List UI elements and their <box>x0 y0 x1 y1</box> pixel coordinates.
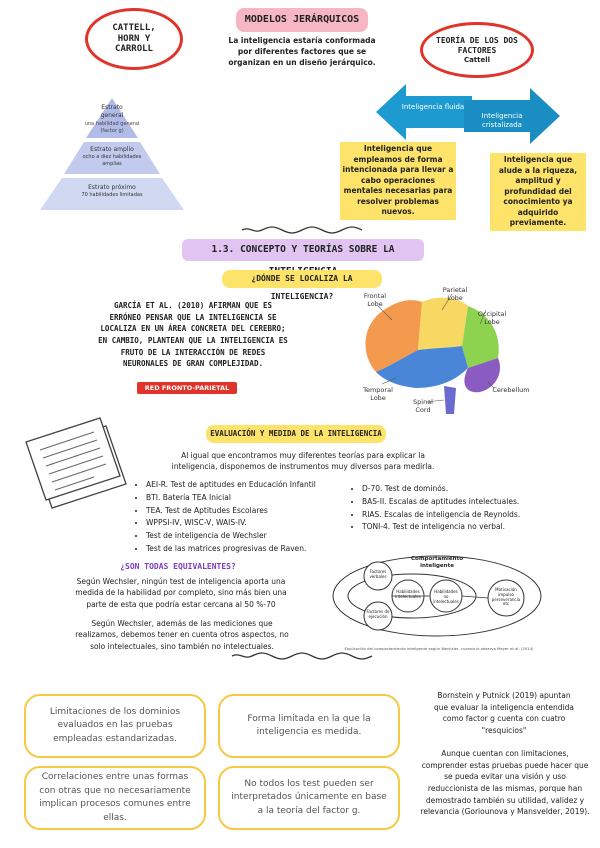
test-item: • RIAS. Escalas de inteligencia de Reynolds. <box>362 510 552 520</box>
wechsler-p1: Según Wechsler, ningún test de inteligencia aporta una medida de la habilidad por completo, sino más bien una parte de esta que podría estar cercana al 50 %-70 <box>75 577 287 609</box>
diagram-verbal: Factores verbales <box>369 569 387 579</box>
tests-list-left <box>134 480 346 557</box>
diagram-outer-label: Comportamiento inteligente <box>411 556 463 569</box>
brain-label-frontal: Frontal Lobe <box>363 292 387 309</box>
pyramid-level2-sub: ocho a diez habilidades amplias <box>82 154 142 168</box>
two-factor-author: Cattell <box>463 55 491 64</box>
where-question: ¿DÓNDE SE LOCALIZA LA INTELIGENCIA? <box>222 270 382 288</box>
diagram-caption: Explicación del comportamiento inteligente según Wechsler, cuando lo observa Meyer et al. (2014) <box>344 646 534 651</box>
brain-label-parietal: Parietal Lobe <box>442 286 468 303</box>
test-item: • Test de las matrices progresivas de Raven. <box>146 544 346 554</box>
cattell-label <box>85 8 183 70</box>
garcia-text: GARCÍA ET AL. (2010) AFIRMAN QUE ES ERRÓNEO PENSAR QUE LA INTELIGENCIA SE LOCALIZA EN UN ÁREA CONCRETA DEL CEREBRO; EN CAMBIO, PLANTEAN QUE LA INTELIGENCIA ES FRUTO DE LA INTERACCIÓN DE REDES NEURONALES DE GRAN COMPLEJIDAD. <box>98 301 288 369</box>
limit-card-1 <box>24 694 206 758</box>
bornstein-text: Bornstein y Putnick (2019) apuntan que evaluar la inteligencia entendida como factor g cuenta con cuatro "resquicios" <box>434 691 574 735</box>
arrow-left-shape <box>376 84 472 140</box>
documents-icon <box>14 414 138 510</box>
diagram-motivation: Motivación impulso perseverancia etc <box>491 587 521 607</box>
models-title: MODELOS JERÁRQUICOS <box>236 8 368 32</box>
limit-card-1-text: Limitaciones de los dominios evaluados en las pruebas empleadas estandarizadas. <box>49 706 181 744</box>
pyramid-level1-title: Estrato general <box>100 104 124 120</box>
test-item: • Test de inteligencia de Wechsler <box>146 531 346 541</box>
spinal-cord <box>444 386 456 414</box>
pyramid-level3-text <box>52 184 172 199</box>
brain-label-temporal: Temporal Lobe <box>363 386 393 403</box>
test-item: • BTI. Batería TEA Inicial <box>146 493 346 503</box>
test-item: • D-70. Test de dominós. <box>362 484 552 494</box>
limit-card-2 <box>218 694 400 758</box>
pyramid-level3-sub: 70 habilidades limitadas <box>81 192 143 199</box>
parietal-lobe <box>418 298 468 350</box>
diagram-intellectual: Habilidades intelectuales <box>395 589 421 599</box>
test-item: • TONI-4. Test de inteligencia no verbal. <box>362 522 552 532</box>
two-factor-title: TEORÍA DE LOS DOS FACTORES <box>436 36 518 55</box>
conclusion-text: Aunque cuentan con limitaciones, comprender estas pruebas puede hacer que se pueda evitar una visión y uso reduccionista de las mismas, porque han demostrado también su utilidad, validez y relevancia (Goriounova y Mansvelder, 2019). <box>420 749 590 817</box>
crystal-description: Inteligencia que alude a la riqueza, amplitud y profundidad del conocimiento ya adquirido previamente. <box>490 153 586 231</box>
double-arrow <box>372 80 564 148</box>
limit-card-4 <box>218 766 400 830</box>
brain-label-spinal: Spinal Cord <box>413 398 433 415</box>
limit-card-3-text: Correlaciones entre unas formas con otras que no necesariamente implican procesos comunes entre ellas. <box>39 772 191 823</box>
limit-card-3 <box>24 766 206 830</box>
diagram-nonintellectual: Habilidades no intelectuales <box>433 589 459 604</box>
two-factor-label <box>420 22 534 78</box>
diagram-execution: Factores de ejecución <box>366 609 390 619</box>
pyramid-level1-text <box>70 104 154 135</box>
brain-label-occipital: Occipital Lobe <box>477 310 507 327</box>
cattell-text: CATTELL, HORN Y CARROLL <box>112 22 156 55</box>
limit-card-2-text: Forma limitada en la que la inteligencia es medida. <box>247 713 371 737</box>
fluid-description: Inteligencia que empleamos de forma intencionada para llevar a cabo operaciones mentales necesarias para resolver problemas nuevos. <box>340 142 456 220</box>
pyramid-level3-title: Estrato próximo <box>88 184 136 191</box>
hierarchy-intro: La inteligencia estaría conformada por diferentes factores que se organizan en un diseño jerárquico. <box>228 36 376 67</box>
test-item: • BAS-II. Escalas de aptitudes intelectuales. <box>362 497 552 507</box>
wechsler-p2: Según Wechsler, además de las mediciones que realizamos, debemos tener en cuenta otros aspectos, no solo intelectuales, sino también no intelectuales. <box>75 619 289 651</box>
evaluation-intro: Al igual que encontramos muy diferentes teorías para explicar la inteligencia, disponemos de instrumentos muy diversos para medirla. <box>171 451 435 472</box>
pyramid-level2-title: Estrato amplio <box>90 146 134 153</box>
equivalent-question: ¿SON TODAS EQUIVALENTES? <box>120 562 236 571</box>
limit-card-4-text: No todos los test pueden ser interpretados únicamente en base a la teoría del factor g. <box>231 778 387 816</box>
evaluation-title: EVALUACIÓN Y MEDIDA DE LA INTELIGENCIA <box>206 425 386 443</box>
arrow-right-label: Inteligencia cristalizada <box>481 112 523 130</box>
section-divider <box>238 224 366 236</box>
test-item: • TEA. Test de Aptitudes Escolares <box>146 506 346 516</box>
section-divider-2 <box>228 650 376 662</box>
tests-list-right <box>350 484 552 535</box>
brain-label-cerebellum: Cerebellum <box>492 386 530 394</box>
pyramid-level1-sub: una habilidad general (factor g) <box>84 120 140 134</box>
test-item: • WPPSI-IV, WISC-V, WAIS-IV. <box>146 518 346 528</box>
red-network-label: RED FRONTO-PARIETAL <box>137 382 237 394</box>
test-item: • AEI-R. Test de aptitudes en Educación Infantil <box>146 480 346 490</box>
arrow-left-label: Inteligencia fluida <box>401 103 465 111</box>
section-title: 1.3. CONCEPTO Y TEORÍAS SOBRE LA <box>182 239 424 261</box>
pyramid-level2-text <box>64 146 160 168</box>
